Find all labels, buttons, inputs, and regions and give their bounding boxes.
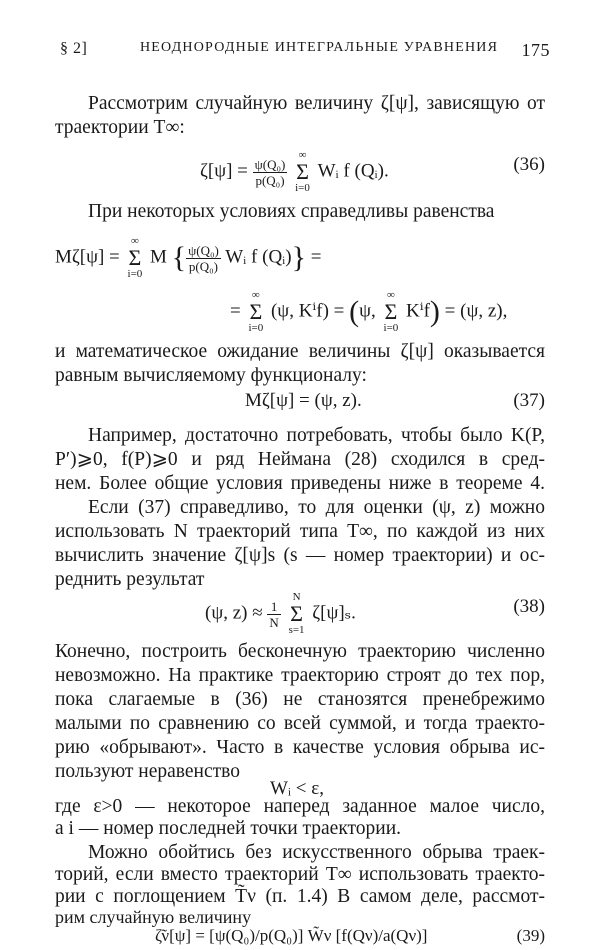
equation-expectation-1: Mζ[ψ] = ∞ Σ i=0 M { $\frac{\text{ψ(Q₀)}}{\text{p(Q₀)}}$ Wᵢ f (Qᵢ)} = xyxy=(55,235,322,280)
text-line: равным вычисляемому функционалу: xyxy=(55,365,367,386)
text-line: траектории T∞: xyxy=(55,117,185,138)
text-line: Рассмотрим случайную величину ζ[ψ], зависящую от xyxy=(88,93,545,114)
eqM2-term1: (ψ, Kⁱf) = xyxy=(270,300,345,322)
text-line: Если (37) справедливо, то для оценки (ψ, z) можно xyxy=(88,497,545,518)
eq36-numerator: ψ(Q₀) xyxy=(254,156,286,172)
text-line: При некоторых условиях справедливы равенства xyxy=(88,201,495,222)
eq37-body: Mζ[ψ] = (ψ, z). xyxy=(245,390,362,411)
equation-label: (36) xyxy=(513,154,545,175)
sum-symbol: ∞ Σ i=0 xyxy=(383,289,399,334)
text-line: Например, достаточно потребовать, чтобы было K(P, xyxy=(88,425,545,446)
text-line: невозможно. На практике траекторию строят до тех пор, xyxy=(55,665,545,686)
sum-symbol: ∞ Σ i=0 xyxy=(295,149,310,194)
eqM2-term2b: Kⁱf xyxy=(406,300,430,322)
eqM1-rhs: Wᵢ f (Qᵢ) xyxy=(225,246,292,268)
text-line: где ε>0 — некоторое наперед заданное малое число, xyxy=(55,796,545,817)
equation-36 xyxy=(55,144,545,194)
sum-lower-limit: s=1 xyxy=(288,624,305,636)
text-line: а i — номер последней точки траектории. xyxy=(55,818,402,839)
text-line: рии с поглощением T̃ν (п. 1.4) В самом деле, рассмот- xyxy=(55,886,545,907)
text-line: торий, если вместо траекторий T∞ использовать траекто- xyxy=(55,864,545,885)
chapter-title: НЕОДНОРОДНЫЕ ИНТЕГРАЛЬНЫЕ УРАВНЕНИЯ xyxy=(140,40,499,55)
equation-expectation-2: = ∞ Σ i=0 (ψ, Kⁱf) = (ψ, ∞ Σ i=0 Kⁱf) = (ψ, z), xyxy=(230,289,508,334)
running-header xyxy=(60,40,550,66)
eqM2-lhs: = xyxy=(230,300,241,322)
expectation-operator: M xyxy=(150,246,167,268)
sum-upper-limit: ∞ xyxy=(130,235,139,247)
equation-37 xyxy=(55,384,545,418)
sum-lower-limit: i=0 xyxy=(383,322,399,334)
sum-upper-limit: ∞ xyxy=(251,289,260,301)
text-line: Конечно, построить бесконечную траекторию численно xyxy=(55,641,545,662)
text-line: и математическое ожидание величины ζ[ψ] оказывается xyxy=(55,341,545,362)
eqM1-lhs: Mζ[ψ] = xyxy=(55,246,120,268)
equation-label: (39) xyxy=(516,926,545,945)
text-line: нем. Более общие условия приведены ниже в теореме 4. xyxy=(55,473,545,494)
eq38-numerator: 1 xyxy=(267,599,280,615)
sum-lower-limit: i=0 xyxy=(295,182,310,194)
equation-38 xyxy=(55,586,545,634)
eq36-rhs: Wᵢ f (Qᵢ). xyxy=(317,160,389,182)
sum-symbol: ∞ Σ i=0 xyxy=(127,235,143,280)
sum-upper-limit: N xyxy=(292,591,301,603)
sum-lower-limit: i=0 xyxy=(248,322,264,334)
text-line: P′)⩾0, f(P)⩾0 и ряд Неймана (28) сходился в сред- xyxy=(55,449,545,470)
text-line: использовать N траекторий типа T∞, по каждой из них xyxy=(55,521,545,542)
eq36-fraction xyxy=(253,157,288,188)
eq38-lhs: (ψ, z) ≈ xyxy=(205,602,263,624)
sum-upper-limit: ∞ xyxy=(298,149,307,161)
eqM1-numerator: ψ(Q₀) xyxy=(188,242,219,258)
sum-upper-limit: ∞ xyxy=(386,289,395,301)
section-number: § 2] xyxy=(60,40,88,57)
sum-lower-limit: i=0 xyxy=(127,268,143,280)
text-line: рию «обрывают». Часто в качестве условия обрыва ис- xyxy=(55,737,545,758)
equation-label: (38) xyxy=(513,596,545,617)
eqM1-fraction xyxy=(186,243,221,274)
sum-symbol: ∞ Σ i=0 xyxy=(248,289,264,334)
eq38-rhs: ζ[ψ]ₛ. xyxy=(312,602,356,624)
text-line: малыми по сравнению со всей суммой, и тогда траекто- xyxy=(55,713,545,734)
text-line: рим случайную величину xyxy=(55,907,252,927)
eq38-fraction xyxy=(267,599,280,630)
sum-symbol: N Σ s=1 xyxy=(288,591,305,636)
eq36-lhs: ζ[ψ] = xyxy=(200,160,248,182)
text-line: пока слагаемые в (36) не станозятся пренебрежимо xyxy=(55,689,545,710)
eq38-denominator: N xyxy=(269,614,279,630)
text-line: Можно обойтись без искусственного обрыва траек- xyxy=(88,842,545,863)
eqM2-term3: = (ψ, z), xyxy=(444,300,508,322)
eqM2-term2a: ψ, xyxy=(359,300,376,322)
eq36-denominator: p(Q₀) xyxy=(255,172,285,188)
page-number: 175 xyxy=(521,40,550,60)
equation-39 xyxy=(55,926,545,950)
text-line: пользуют неравенство xyxy=(55,761,240,782)
text-line: вычислить значение ζ[ψ]s (s — номер траектории) и ос- xyxy=(55,545,545,566)
eqM1-denominator: p(Q₀) xyxy=(188,258,219,274)
text-line: реднить результат xyxy=(55,569,205,590)
equation-label: (37) xyxy=(513,390,545,411)
eq39-body: ζ̃ν[ψ] = [ψ(Q₀)/p(Q₀)] W̃ν [f(Qν)/a(Qν)] xyxy=(155,926,428,945)
ineq-body: Wᵢ < ε, xyxy=(270,778,324,799)
eqM1-tail: = xyxy=(310,246,322,268)
